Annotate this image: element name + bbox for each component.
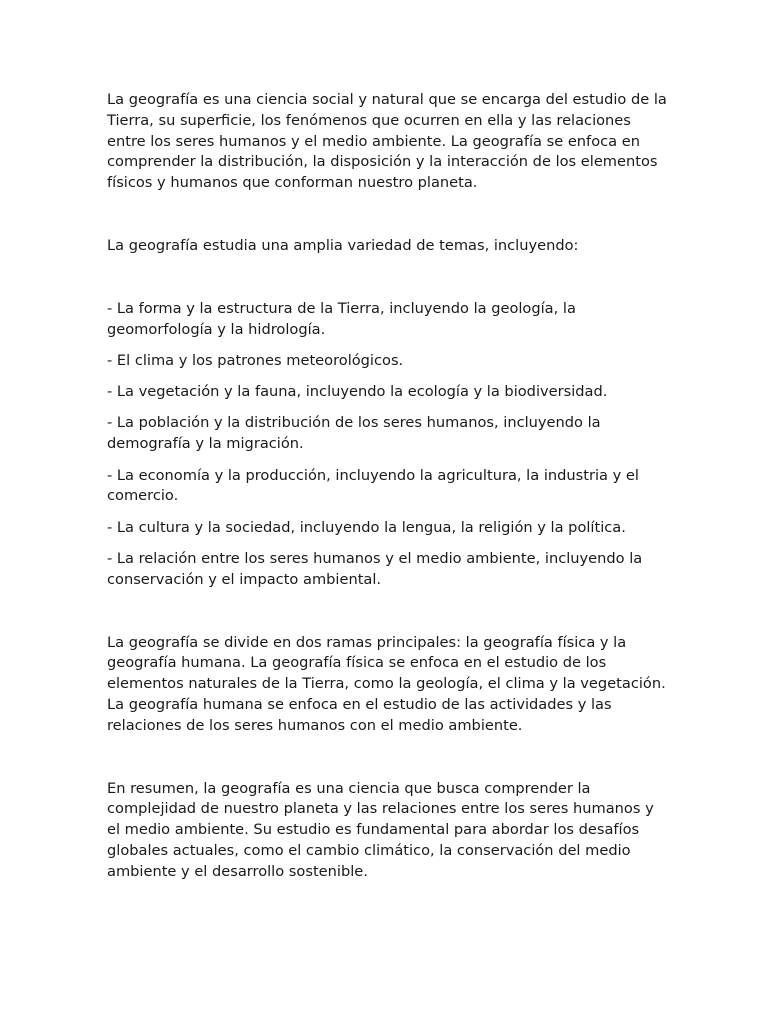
topic-item: - La cultura y la sociedad, incluyendo la lengua, la religión y la política. — [107, 518, 626, 536]
document-page — [107, 90, 667, 883]
topic-item: - El clima y los patrones meteorológicos. — [107, 351, 404, 369]
topic-item: - La economía y la producción, incluyendo la agricultura, la industria y el comercio. — [107, 466, 639, 505]
intro-paragraph: La geografía es una ciencia social y natural que se encarga del estudio de la Tierra, su superficie, los fenómenos que ocurren en ella y las relaciones entre los seres humanos y el medio ambiente. La geografía se enfoca en comprender la distribución, la disposición y la interacción de los elementos físicos y humanos que conforman nuestro planeta. — [107, 91, 667, 192]
topic-item: - La población y la distribución de los seres humanos, incluyendo la demografía y la migración. — [107, 414, 601, 453]
topics-lead-paragraph: La geografía estudia una amplia variedad de temas, incluyendo: — [107, 236, 579, 254]
topics-list — [107, 299, 667, 591]
summary-paragraph: En resumen, la geografía es una ciencia que busca comprender la complejidad de nuestro planeta y las relaciones entre los seres humanos y el medio ambiente. Su estudio es fundamental para abordar los desafíos globales actuales, como el cambio climático, la conservación del medio ambiente y el desarrollo sostenible. — [107, 779, 654, 880]
topic-item: - La relación entre los seres humanos y el medio ambiente, incluyendo la conservación y el impacto ambiental. — [107, 549, 643, 588]
topic-item: - La vegetación y la fauna, incluyendo la ecología y la biodiversidad. — [107, 383, 608, 401]
topic-item: - La forma y la estructura de la Tierra, incluyendo la geología, la geomorfología y la hidrología. — [107, 299, 576, 338]
branches-paragraph: La geografía se divide en dos ramas principales: la geografía física y la geografía humana. La geografía física se enfoca en el estudio de los elementos naturales de la Tierra, como la geología, el clima y la vegetación. La geografía humana se enfoca en el estudio de las actividades y las relaciones de los seres humanos con el medio ambiente. — [107, 633, 666, 734]
